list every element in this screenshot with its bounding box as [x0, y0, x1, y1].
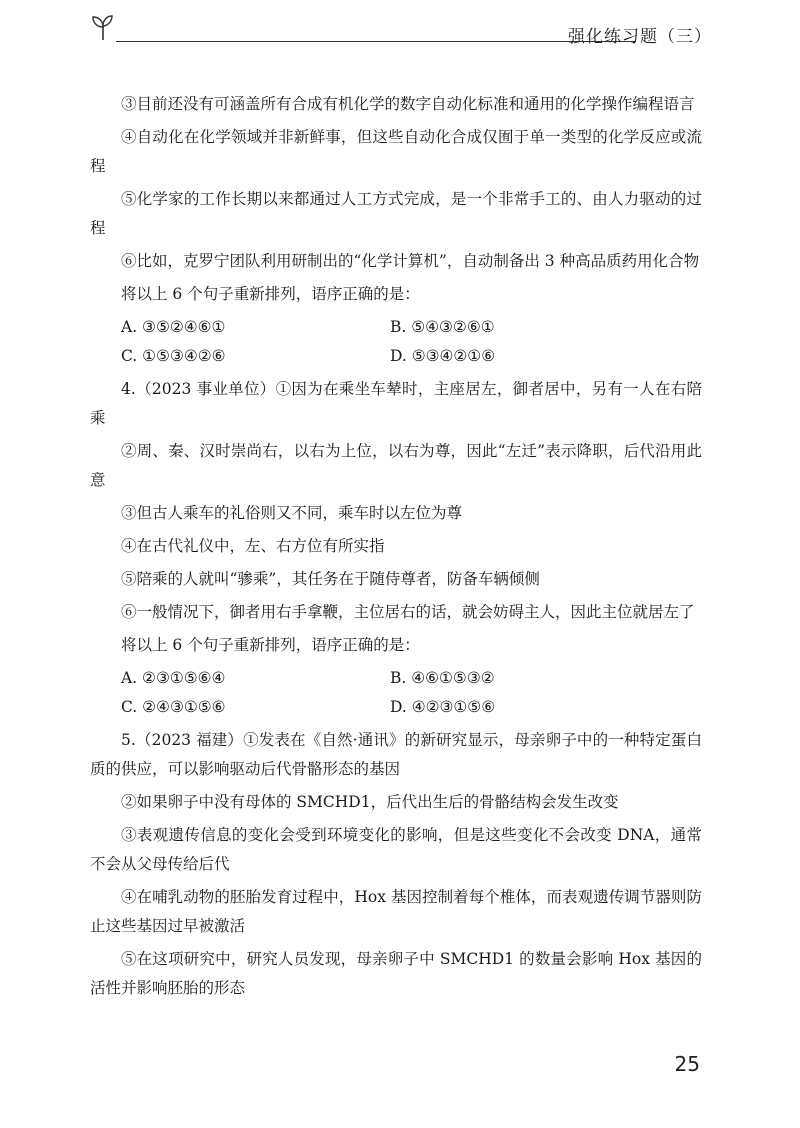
q3-option-c: C. ①⑤③④②⑥ — [121, 347, 226, 365]
sprout-icon — [88, 12, 118, 42]
q3-sentence-4: ④自动化在化学领域并非新鲜事，但这些自动化合成仅囿于单一类型的化学反应或流程 — [90, 128, 702, 175]
q5-sentence-3: ③表观遗传信息的变化会受到环境变化的影响，但是这些变化不会改变 DNA，通常不会从父母传给后代 — [90, 826, 702, 873]
q3-prompt: 将以上 6 个句子重新排列，语序正确的是： — [121, 285, 420, 303]
q4-sentence-6: ⑥一般情况下，御者用右手拿鞭，主位居右的话，就会妨碍主人，因此主位就居左了 — [121, 603, 695, 621]
q3-sentence-5: ⑤化学家的工作长期以来都通过人工方式完成，是一个非常手工的、由人力驱动的过程 — [90, 190, 702, 237]
header-rule — [116, 41, 636, 42]
q4-option-a: A. ②③①⑤⑥④ — [121, 669, 226, 687]
q4-sentence-2: ②周、秦、汉时崇尚右，以右为上位，以右为尊，因此“左迁”表示降职，后代沿用此意 — [90, 442, 702, 489]
q4-options — [121, 664, 702, 722]
page-number: 25 — [674, 1052, 700, 1076]
q3-option-b: B. ⑤④③②⑥① — [390, 318, 495, 336]
q3-option-a: A. ③⑤②④⑥① — [121, 318, 226, 336]
q4-option-b: B. ④⑥①⑤③② — [390, 669, 495, 687]
q5-sentence-2: ②如果卵子中没有母体的 SMCHD1，后代出生后的骨骼结构会发生改变 — [121, 793, 619, 811]
page-title: 强化练习题（三） — [568, 27, 712, 47]
q5-sentence-4: ④在哺乳动物的胚胎发育过程中，Hox 基因控制着每个椎体，而表观遗传调节器则防止这些基因过早被激活 — [90, 888, 702, 935]
q4-option-d: D. ④②③①⑤⑥ — [390, 698, 496, 716]
q4-option-c: C. ②④③①⑤⑥ — [121, 698, 226, 716]
q4-sentence-3: ③但古人乘车的礼俗则又不同，乘车时以左位为尊 — [121, 504, 463, 522]
q5-sentence-5: ⑤在这项研究中，研究人员发现，母亲卵子中 SMCHD1 的数量会影响 Hox 基因的活性并影响胚胎的形态 — [90, 950, 702, 997]
page-header — [88, 8, 712, 48]
q3-sentence-6: ⑥比如，克罗宁团队利用研制出的“化学计算机”，自动制备出 3 种高品质药用化合物 — [121, 252, 700, 270]
q3-option-d: D. ⑤③④②①⑥ — [390, 347, 496, 365]
q4-prompt: 将以上 6 个句子重新排列，语序正确的是： — [121, 636, 420, 654]
q3-options — [121, 313, 702, 371]
q4-sentence-1: 4.（2023 事业单位）①因为在乘坐车辇时，主座居左，御者居中，另有一人在右陪乘 — [90, 380, 702, 427]
q4-sentence-5: ⑤陪乘的人就叫“骖乘”，其任务在于随侍尊者，防备车辆倾侧 — [121, 570, 540, 588]
q4-sentence-4: ④在古代礼仪中，左、右方位有所实指 — [121, 537, 385, 555]
page-content — [90, 90, 702, 1007]
q3-sentence-3: ③目前还没有可涵盖所有合成有机化学的数字自动化标准和通用的化学操作编程语言 — [121, 95, 695, 113]
q5-sentence-1: 5.（2023 福建）①发表在《自然·通讯》的新研究显示，母亲卵子中的一种特定蛋白质的供应，可以影响驱动后代骨骼形态的基因 — [90, 731, 702, 778]
